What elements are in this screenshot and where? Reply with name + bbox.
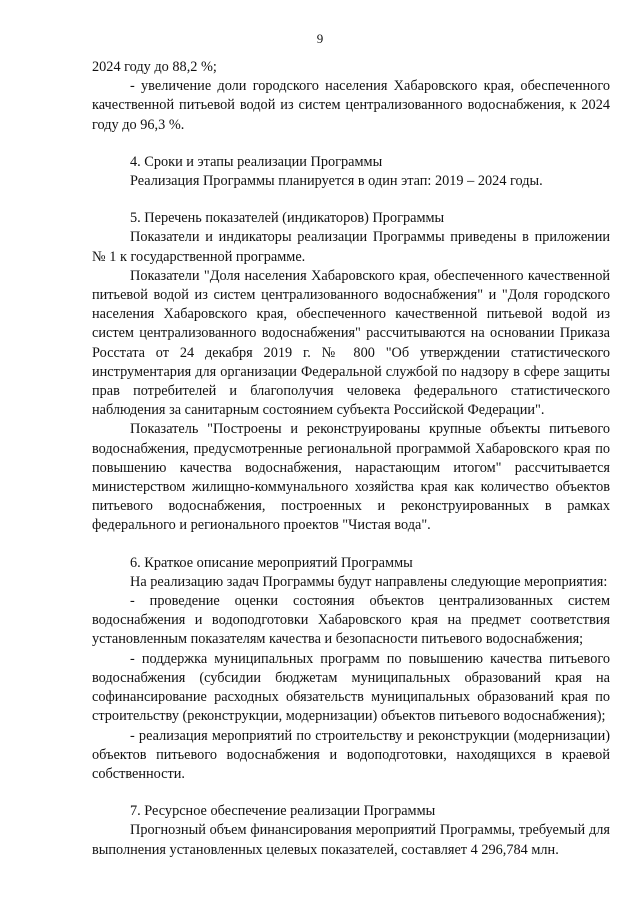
intro-list-item: - увеличение доли городского населения Хабаровского края, обеспеченного качественной питьевой водой из систем централизованного водоснабжения, к 2024 году до 96,3 %. xyxy=(92,78,610,133)
section-7-paragraph: Прогнозный объем финансирования мероприятий Программы, требуемый для выполнения установленных целевых показателей, составляет 4 296,784 млн. xyxy=(92,822,610,858)
section-4-paragraph: Реализация Программы планируется в один этап: 2019 – 2024 годы. xyxy=(130,173,543,190)
section-6-paragraph: На реализацию задач Программы будут направлены следующие мероприятия: xyxy=(130,573,608,590)
section-5-heading: 5. Перечень показателей (индикаторов) Программы xyxy=(130,210,445,227)
section-spacer xyxy=(92,784,610,802)
section-6-heading: 6. Краткое описание мероприятий Программы xyxy=(130,554,413,571)
section-7-heading: 7. Ресурсное обеспечение реализации Программы xyxy=(130,803,436,820)
section-6-list-item: - поддержка муниципальных программ по повышению качества питьевого водоснабжения (субсидии бюджетам муниципальных образований края на софинансирование расходных обязательств муниципальных образований края по строительству (реконструкции, модернизации) объектов питьевого водоснабжения); xyxy=(92,650,610,725)
section-spacer xyxy=(92,536,610,554)
section-spacer xyxy=(92,135,610,153)
page-number: 9 xyxy=(316,31,324,46)
section-6-list-item: - проведение оценки состояния объектов централизованных систем водоснабжения и водоподготовки Хабаровского края на предмет соответствия установленным показателям качества и безопасности питьевого водоснабжения; xyxy=(92,593,610,648)
intro-continuation: 2024 году до 88,2 %; xyxy=(92,59,217,75)
section-5-paragraph: Показатели и индикаторы реализации Программы приведены в приложении № 1 к государственной программе. xyxy=(92,229,610,265)
section-spacer xyxy=(92,191,610,209)
section-4-heading: 4. Сроки и этапы реализации Программы xyxy=(130,153,383,170)
section-6-list-item: - реализация мероприятий по строительству и реконструкции (модернизации) объектов питьевого водоснабжения и водоподготовки, находящихся в краевой собственности. xyxy=(92,727,610,782)
document-body xyxy=(92,58,610,860)
section-5-paragraph: Показатели "Доля населения Хабаровского края, обеспеченного качественной питьевой водой из систем централизованного водоснабжения" и "Доля городского населения Хабаровского края, обеспеченного качественной питьевой водой из систем централизованного водоснабжения" рассчитываются на основании Приказа Росстата от 24 декабря 2019 г. № 800 "Об утверждении статистического инструментария для организации Федеральной службой по надзору в сфере защиты прав потребителей и благополучия человека федерального статистического наблюдения за санитарным состоянием субъекта Российской Федерации". xyxy=(92,267,610,419)
section-5-paragraph: Показатель "Построены и реконструированы крупные объекты питьевого водоснабжения, предусмотренные региональной программой Хабаровского края по повышению качества водоснабжения, нарастающим итогом" рассчитывается министерством жилищно-коммунального хозяйства края как количество объектов питьевого водоснабжения, построенных и реконструированных в рамках федерального и регионального проектов "Чистая вода". xyxy=(92,421,610,534)
